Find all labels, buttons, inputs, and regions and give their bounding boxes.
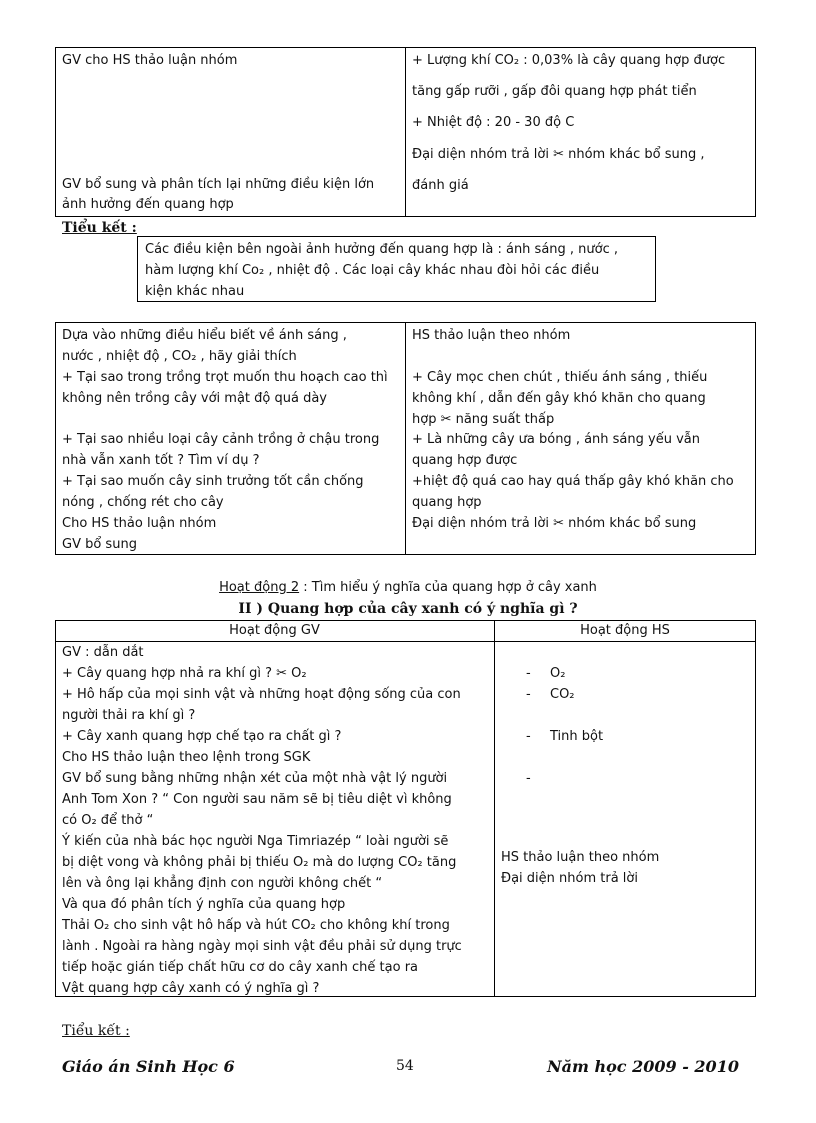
t3-left-line-17: Vật quang hợp cây xanh có ý nghĩa gì ?: [62, 981, 320, 996]
t3-left-line-14: Thải O₂ cho sinh vật hô hấp và hút CO₂ cho không khí trong: [62, 918, 450, 933]
t1-right-line-2: tăng gấp rưỡi , gấp đôi quang hợp phát tiển: [412, 84, 697, 99]
t3-right-dash-2: -: [526, 687, 531, 702]
t2-right-line-1: HS thảo luận theo nhóm: [412, 328, 571, 343]
t1-right-line-4: Đại diện nhóm trả lời ✂ nhóm khác bổ sung ,: [412, 147, 705, 162]
t2-right-line-2: + Cây mọc chen chút , thiếu ánh sáng , thiếu: [412, 370, 708, 385]
t3-right-item-1: O₂: [550, 666, 566, 681]
summary-2-heading: Tiểu kết :: [62, 1023, 130, 1039]
section-2-heading: II ) Quang hợp của cây xanh có ý nghĩa gì ?: [238, 601, 578, 617]
table-3-divider: [494, 620, 495, 997]
t2-left-line-7: + Tại sao muốn cây sinh trưởng tốt cần chống: [62, 474, 364, 489]
t3-left-line-3: + Hô hấp của mọi sinh vật và những hoạt động sống của con: [62, 687, 461, 702]
t3-left-line-8: Anh Tom Xon ? “ Con người sau năm sẽ bị tiêu diệt vì không: [62, 792, 452, 807]
t2-left-line-10: GV bổ sung: [62, 537, 137, 552]
t3-left-line-15: lành . Ngoài ra hàng ngày mọi sinh vật đều phải sử dụng trực: [62, 939, 462, 954]
t2-right-line-9: Đại diện nhóm trả lời ✂ nhóm khác bổ sung: [412, 516, 697, 531]
table-3-header-hs: Hoạt động HS: [580, 623, 670, 638]
table-3-header-rule: [55, 641, 756, 642]
t2-left-line-2: nước , nhiệt độ , CO₂ , hãy giải thích: [62, 349, 297, 364]
t2-right-line-4: hợp ✂ năng suất thấp: [412, 412, 555, 427]
t2-right-line-6: quang hợp được: [412, 453, 518, 468]
t2-left-line-4: không nên trồng cây với mật độ quá dày: [62, 391, 328, 406]
t1-right-line-1: + Lượng khí CO₂ : 0,03% là cây quang hợp được: [412, 53, 726, 68]
t2-left-line-1: Dựa vào những điều hiểu biết về ánh sáng ,: [62, 328, 347, 343]
t3-left-line-4: người thải ra khí gì ?: [62, 708, 196, 723]
t3-right-bottom-2: Đại diện nhóm trả lời: [501, 871, 638, 886]
t2-left-line-8: nóng , chống rét cho cây: [62, 495, 224, 510]
t3-left-line-5: + Cây xanh quang hợp chế tạo ra chất gì ?: [62, 729, 342, 744]
summary-1-line-2: hàm lượng khí Co₂ , nhiệt độ . Các loại cây khác nhau đòi hỏi các điều: [145, 263, 600, 278]
t1-right-line-5: đánh giá: [412, 178, 469, 193]
t3-right-dash-3: -: [526, 729, 531, 744]
table-2-divider: [405, 322, 406, 555]
summary-1-line-1: Các điều kiện bên ngoài ảnh hưởng đến quang hợp là : ánh sáng , nước ,: [145, 242, 619, 257]
t3-right-bottom-1: HS thảo luận theo nhóm: [501, 850, 660, 865]
footer-left: Giáo án Sinh Học 6: [62, 1057, 235, 1076]
t2-left-line-5: + Tại sao nhiều loại cây cảnh trồng ở chậu trong: [62, 432, 380, 447]
activity-2-title: [0, 578, 816, 598]
footer-right: Năm học 2009 - 2010: [547, 1057, 739, 1076]
t3-right-dash-4: -: [526, 771, 531, 786]
t1-right-line-3: + Nhiệt độ : 20 - 30 độ C: [412, 115, 575, 130]
t2-left-line-3: + Tại sao trong trồng trọt muốn thu hoạch cao thì: [62, 370, 388, 385]
t2-right-line-8: quang hợp: [412, 495, 482, 510]
t2-left-line-9: Cho HS thảo luận nhóm: [62, 516, 217, 531]
t2-right-line-7: +hiệt độ quá cao hay quá thấp gây khó khăn cho: [412, 474, 734, 489]
page-number: 54: [396, 1058, 414, 1074]
t3-left-line-2: + Cây quang hợp nhả ra khí gì ? ✂ O₂: [62, 666, 307, 681]
t1-left-line-1: GV cho HS thảo luận nhóm: [62, 53, 238, 68]
t2-right-line-3: không khí , dẫn đến gây khó khăn cho quang: [412, 391, 706, 406]
t2-left-line-6: nhà vẫn xanh tốt ? Tìm ví dụ ?: [62, 453, 260, 468]
activity-2-label: Hoạt động 2: [219, 580, 300, 595]
activity-2-title-text: : Tìm hiểu ý nghĩa của quang hợp ở cây xanh: [303, 580, 597, 595]
t3-left-line-7: GV bổ sung bằng những nhận xét của một nhà vật lý người: [62, 771, 448, 786]
t3-left-line-13: Và qua đó phân tích ý nghĩa của quang hợp: [62, 897, 346, 912]
t2-right-line-5: + Là những cây ưa bóng , ánh sáng yếu vẫn: [412, 432, 700, 447]
t1-left-line-2: GV bổ sung và phân tích lại những điều kiện lớn: [62, 177, 375, 192]
table-1-divider: [405, 47, 406, 217]
t3-right-item-3: Tinh bột: [550, 729, 604, 744]
t3-right-dash-1: -: [526, 666, 531, 681]
t3-left-line-16: tiếp hoặc gián tiếp chất hữu cơ do cây xanh chế tạo ra: [62, 960, 419, 975]
t3-left-line-12: lên và ông lại khẳng định con người không chết “: [62, 876, 383, 891]
t3-left-line-6: Cho HS thảo luận theo lệnh trong SGK: [62, 750, 311, 765]
t3-left-line-11: bị diệt vong và không phải bị thiếu O₂ mà do lượng CO₂ tăng: [62, 855, 457, 870]
summary-1-heading: Tiểu kết :: [62, 220, 137, 236]
summary-1-line-3: kiện khác nhau: [145, 284, 245, 299]
t3-right-item-2: CO₂: [550, 687, 575, 702]
t3-left-line-1: GV : dẫn dắt: [62, 645, 144, 660]
table-3-header-gv: Hoạt động GV: [229, 623, 320, 638]
t3-left-line-9: có O₂ để thở “: [62, 813, 154, 828]
t1-left-line-3: ảnh hưởng đến quang hợp: [62, 197, 234, 212]
t3-left-line-10: Ý kiến của nhà bác học người Nga Timriazép “ loài người sẽ: [62, 834, 449, 849]
